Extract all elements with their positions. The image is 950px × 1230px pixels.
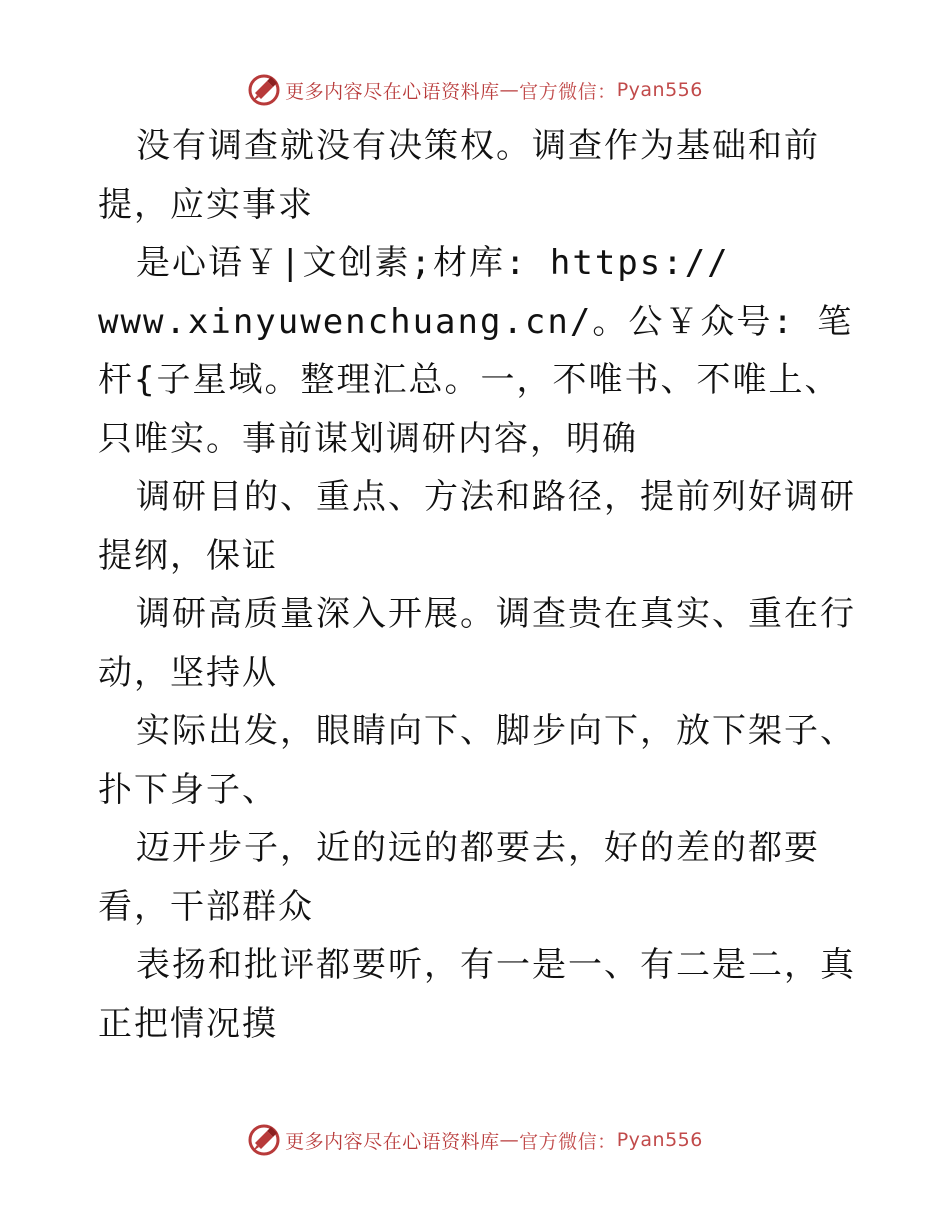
paragraph: 调研高质量深入开展。调查贵在真实、重在行动，坚持从 [98,594,856,693]
watermark-separator: — [499,79,520,101]
watermark-wechat-id: Pyan556 [616,79,703,101]
paragraph: 实际出发，眼睛向下、脚步向下，放下架子、扑下身子、 [98,711,856,810]
paragraph: 是心语￥|文创素;材库: https:// [136,243,730,283]
paragraph: 调研目的、重点、方法和路径，提前列好调研提纲，保证 [98,477,856,576]
paragraph: 没有调查就没有决策权。调查作为基础和前提，应实事求 [98,126,820,225]
brand-logo-icon [247,1123,281,1157]
watermark-wechat-id: Pyan556 [616,1129,703,1151]
watermark-text: 更多内容尽在心语资料库 [285,1130,500,1153]
footer-watermark [0,1122,950,1158]
body-text [98,117,858,1053]
watermark-label: 官方微信： [519,1130,617,1153]
header-watermark [0,72,950,108]
watermark-text: 更多内容尽在心语资料库 [285,80,500,103]
watermark-label: 官方微信： [519,80,617,103]
watermark-separator: — [499,1129,520,1151]
paragraph: 表扬和批评都要听，有一是一、有二是二，真正把情况摸 [98,945,856,1044]
paragraph: 迈开步子，近的远的都要去，好的差的都要看，干部群众 [98,828,820,927]
paragraph: www.xinyuwenchuang.cn/。公￥众号: 笔杆{子星域。整理汇总。一，不唯书、不唯上、只唯实。事前谋划调研内容，明确 [98,301,854,459]
brand-logo-icon [247,73,281,107]
